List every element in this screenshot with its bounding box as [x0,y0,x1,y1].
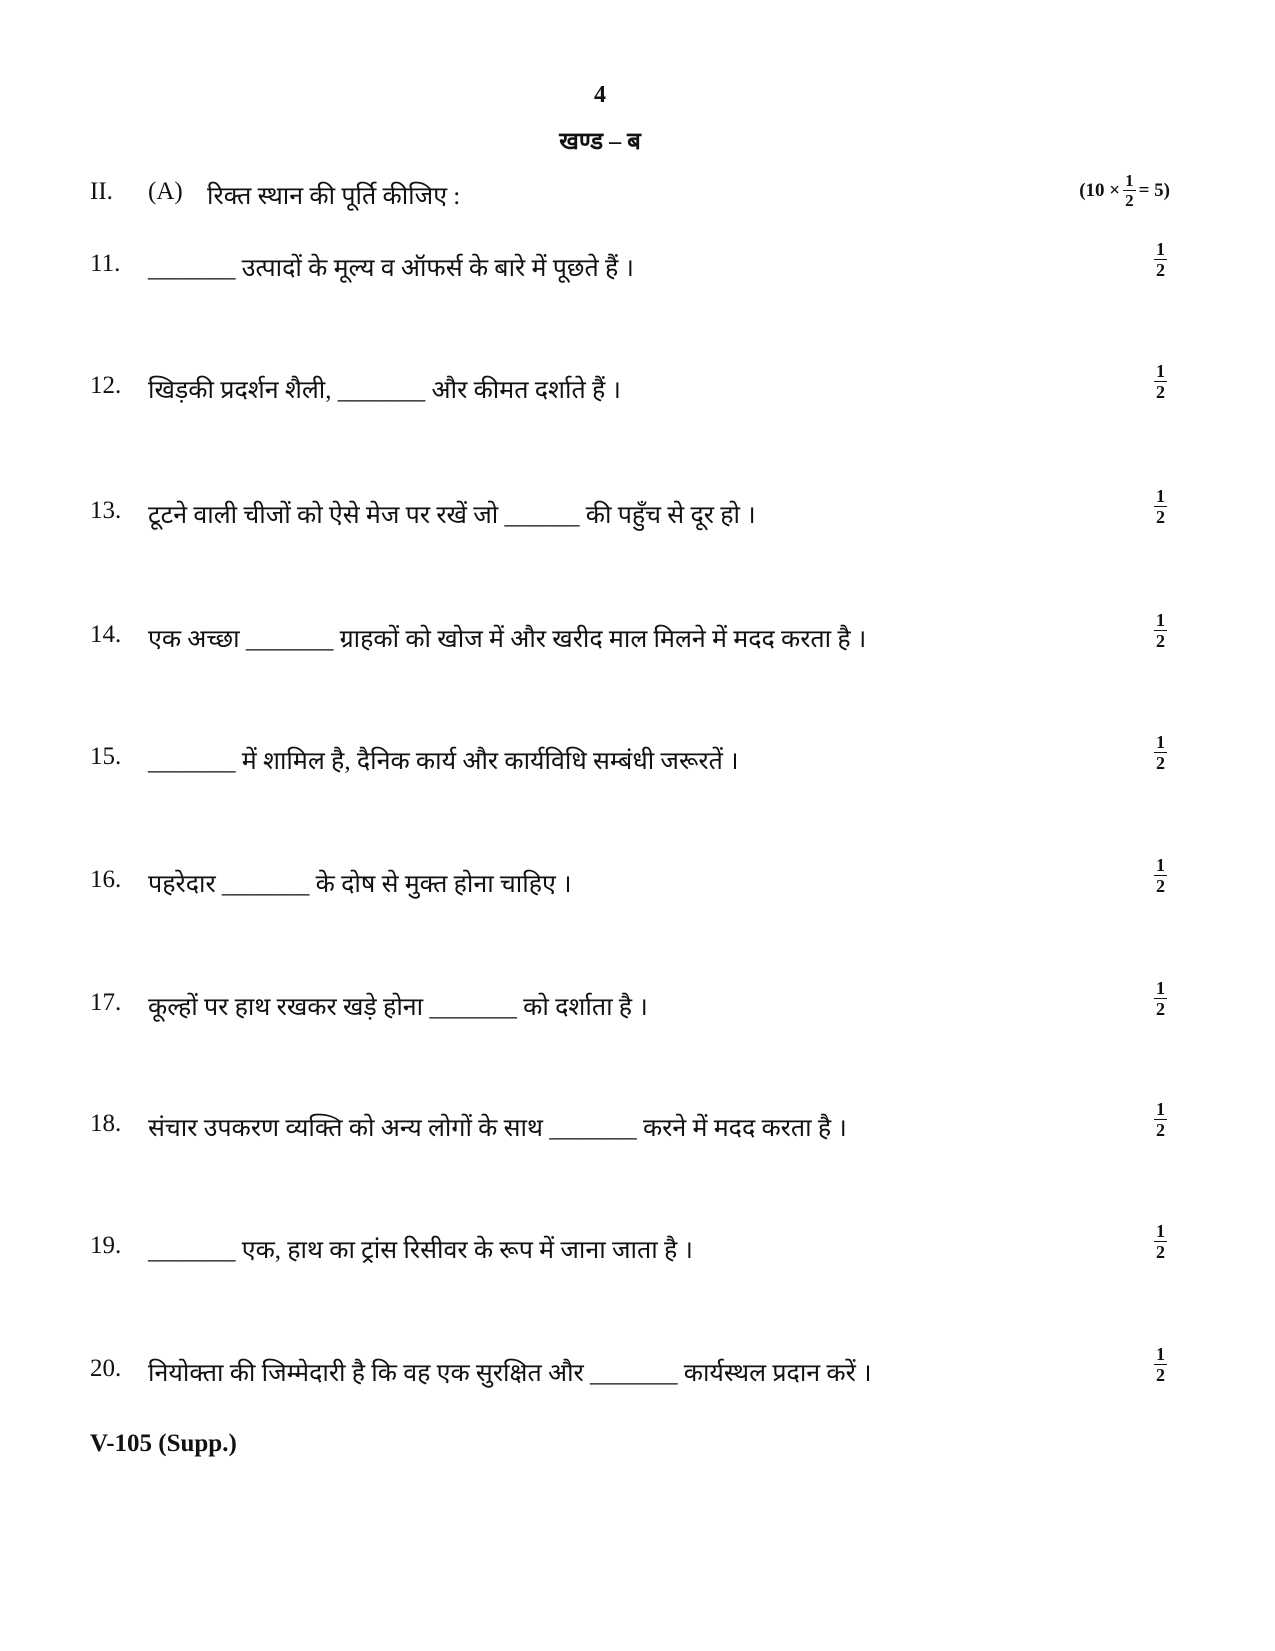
fraction-numerator: 1 [1125,171,1134,190]
question-text: खिड़की प्रदर्शन शैली, _______ और कीमत दर्शाते हैं । [148,377,621,404]
question-text: _______ में शामिल है, दैनिक कार्य और कार्यविधि सम्बंधी जरूरतें । [148,748,739,775]
section-title: खण्ड – ब [559,129,641,155]
fraction-denominator: 2 [1156,382,1165,402]
fraction-denominator: 2 [1125,191,1134,210]
fraction-denominator: 2 [1156,999,1165,1019]
question-15 [90,733,1170,783]
fraction-denominator: 2 [1156,507,1165,527]
question-number: 18. [90,1110,122,1137]
question-marks [1154,1222,1167,1261]
fraction-denominator: 2 [1156,876,1165,896]
total-marks-suffix: = 5) [1138,179,1170,201]
question-number: 14. [90,621,122,648]
question-text: एक अच्छा _______ ग्राहकों को खोज में और खरीद माल मिलने में मदद करता है । [148,626,867,653]
question-number: 17. [90,989,122,1016]
question-marks [1154,611,1167,650]
fraction-numerator: 1 [1156,1221,1165,1241]
question-marks [1154,487,1167,526]
question-text: संचार उपकरण व्यक्ति को अन्य लोगों के साथ _______ करने में मदद करता है । [148,1115,847,1142]
question-marks [1154,240,1167,279]
instruction-row [90,172,1170,222]
fraction-numerator: 1 [1156,1099,1165,1119]
question-marks [1154,1100,1167,1139]
fraction-numerator: 1 [1156,361,1165,381]
fraction-denominator: 2 [1156,1365,1165,1385]
question-12 [90,362,1170,412]
fraction-numerator: 1 [1156,978,1165,998]
question-number: 19. [90,1232,122,1259]
question-number: 15. [90,743,122,770]
fraction-numerator: 1 [1156,1344,1165,1364]
question-number: 20. [90,1355,122,1382]
paper-code-footer: V-105 (Supp.) [90,1430,237,1457]
question-19 [90,1222,1170,1272]
question-18 [90,1100,1170,1150]
question-11 [90,240,1170,290]
fraction-denominator: 2 [1156,260,1165,280]
total-marks [1079,172,1170,209]
page-number: 4 [594,82,606,108]
question-number: 12. [90,372,122,399]
total-marks-prefix: (10 × [1079,179,1121,201]
fraction-denominator: 2 [1156,1120,1165,1140]
fraction-numerator: 1 [1156,239,1165,259]
question-16 [90,856,1170,906]
instruction-text: रिक्त स्थान की पूर्ति कीजिए : [207,183,461,210]
question-marks [1154,979,1167,1018]
question-text: पहरेदार _______ के दोष से मुक्त होना चाहिए । [148,871,572,898]
fraction-numerator: 1 [1156,732,1165,752]
instruction-roman-numeral: II. [90,178,113,205]
question-marks [1154,1345,1167,1384]
fraction-numerator: 1 [1156,486,1165,506]
fraction-numerator: 1 [1156,610,1165,630]
question-20 [90,1345,1170,1395]
instruction-subsection: (A) [148,178,183,205]
fraction-denominator: 2 [1156,1242,1165,1262]
fraction-denominator: 2 [1156,753,1165,773]
fraction-numerator: 1 [1156,855,1165,875]
fraction-denominator: 2 [1156,631,1165,651]
question-marks [1154,733,1167,772]
question-number: 13. [90,497,122,524]
question-17 [90,979,1170,1029]
question-text: _______ उत्पादों के मूल्य व ऑफर्स के बारे में पूछते हैं । [148,255,634,282]
question-marks [1154,856,1167,895]
question-text: _______ एक, हाथ का ट्रांस रिसीवर के रूप में जाना जाता है । [148,1237,694,1264]
question-13 [90,487,1170,537]
question-14 [90,611,1170,661]
question-text: नियोक्ता की जिम्मेदारी है कि वह एक सुरक्षित और _______ कार्यस्थल प्रदान करें । [148,1360,872,1387]
question-text: टूटने वाली चीजों को ऐसे मेज पर रखें जो ______ की पहुँच से दूर हो । [148,502,756,529]
question-number: 11. [90,250,121,277]
question-text: कूल्हों पर हाथ रखकर खड़े होना _______ को दर्शाता है । [148,994,648,1021]
question-marks [1154,362,1167,401]
total-marks-fraction [1123,172,1136,209]
question-number: 16. [90,866,122,893]
